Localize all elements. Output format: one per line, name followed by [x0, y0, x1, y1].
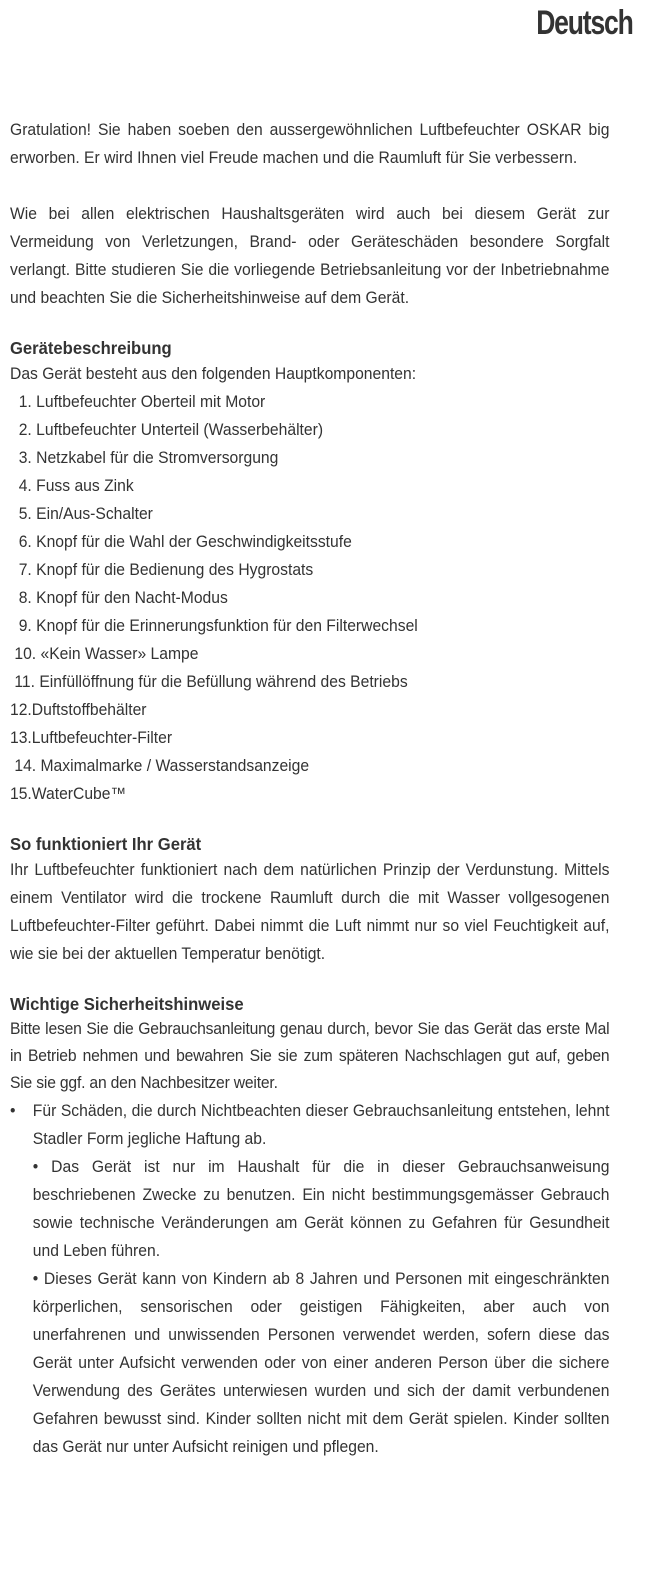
component-item: 7. Knopf für die Bedienung des Hygrostats — [10, 561, 314, 579]
component-item: 15.WaterCube™ — [10, 785, 127, 803]
safety-bullet — [10, 1097, 609, 1153]
component-item: 13.Luftbefeuchter-Filter — [10, 729, 173, 747]
component-list — [10, 388, 609, 808]
function-text: Ihr Luftbefeuchter funktioniert nach dem natürlichen Prinzip der Verdunstung. Mittels einem Ventilator wird die trockene Raumluft durch die mit Wasser vollgesogenen Luftbefeuchter-Filter geführt. Dabei nimmt die Luft nimmt nur so viel Feuchtigkeit auf, wie sie bei der aktuellen Temperatur benötigt. — [10, 861, 610, 963]
safety-bullet — [10, 1153, 609, 1265]
intro-paragraph-2: Wie bei allen elektrischen Haushaltsgeräten wird auch bei diesem Gerät zur Vermeidung von Verletzungen, Brand- oder Geräteschäden besondere Sorgfalt verlangt. Bitte studieren Sie die vorliegende Betriebsanleitung vor der Inbetriebnahme und beachten Sie die Sicherheitshinweise auf dem Gerät. — [10, 205, 610, 307]
component-item: 14. Maximalmarke / Wasserstandsanzeige — [10, 757, 310, 775]
component-item: 12.Duftstoffbehälter — [10, 701, 147, 719]
description-lead: Das Gerät besteht aus den folgenden Hauptkomponenten: — [10, 365, 417, 383]
safety-bullet-list — [10, 1097, 609, 1461]
safety-bullet-text: Für Schäden, die durch Nichtbeachten dieser Gebrauchsanleitung entstehen, lehnt Stadler Form jegliche Haftung ab. — [32, 1102, 610, 1148]
intro-paragraph-1: Gratulation! Sie haben soeben den aussergewöhnlichen Luftbefeuchter OSKAR big erworben. Er wird Ihnen viel Freude machen und die Raumluft für Sie verbessern. — [10, 121, 610, 167]
language-heading: Deutsch — [536, 4, 633, 42]
component-item: 11. Einfüllöffnung für die Befüllung während des Betriebs — [10, 673, 408, 691]
component-item: 8. Knopf für den Nacht-Modus — [10, 589, 228, 607]
section-heading-description: Gerätebeschreibung — [10, 338, 172, 358]
component-item: 1. Luftbefeuchter Oberteil mit Motor — [10, 393, 266, 411]
component-item: 3. Netzkabel für die Stromversorgung — [10, 449, 279, 467]
safety-bullet-text: Das Gerät ist nur im Haushalt für die in dieser Gebrauchsanweisung beschriebenen Zwecke zu benutzen. Ein nicht bestimmungsgemässer Gebrauch sowie technische Veränderungen am Gerät können zu Gefahren für Gesundheit und Leben führen. — [32, 1158, 610, 1260]
component-item: 6. Knopf für die Wahl der Geschwindigkeitsstufe — [10, 533, 352, 551]
safety-bullet — [10, 1265, 609, 1461]
section-heading-safety: Wichtige Sicherheitshinweise — [10, 994, 244, 1014]
component-item: 2. Luftbefeuchter Unterteil (Wasserbehälter) — [10, 421, 324, 439]
component-item: 10. «Kein Wasser» Lampe — [10, 645, 199, 663]
bullet-icon: • — [32, 1158, 39, 1176]
component-item: 9. Knopf für die Erinnerungsfunktion für den Filterwechsel — [10, 617, 418, 635]
bullet-icon: • — [32, 1270, 39, 1288]
section-heading-function: So funktioniert Ihr Gerät — [10, 834, 202, 854]
component-item: 5. Ein/Aus-Schalter — [10, 505, 153, 523]
safety-lead: Bitte lesen Sie die Gebrauchsanleitung genau durch, bevor Sie das Gerät das erste Mal in Betrieb nehmen und bewahren Sie sie zum späteren Nachschlagen gut auf, geben Sie sie ggf. an den Nachbesitzer weiter. — [10, 1020, 610, 1092]
bullet-icon: • — [10, 1102, 16, 1120]
manual-content — [10, 116, 609, 1461]
component-item: 4. Fuss aus Zink — [10, 477, 134, 495]
safety-bullet-text: Dieses Gerät kann von Kindern ab 8 Jahren und Personen mit eingeschränkten körperlichen, sensorischen oder geistigen Fähigkeiten, aber auch von unerfahrenen und unwissenden Personen verwendet werden, sofern diese das Gerät unter Aufsicht verwenden oder von einer anderen Person über die sichere Verwendung des Gerätes unterwiesen wurden und sich der damit verbundenen Gefahren bewusst sind. Kinder sollten nicht mit dem Gerät spielen. Kinder sollten das Gerät nur unter Aufsicht reinigen und pflegen. — [32, 1270, 610, 1456]
